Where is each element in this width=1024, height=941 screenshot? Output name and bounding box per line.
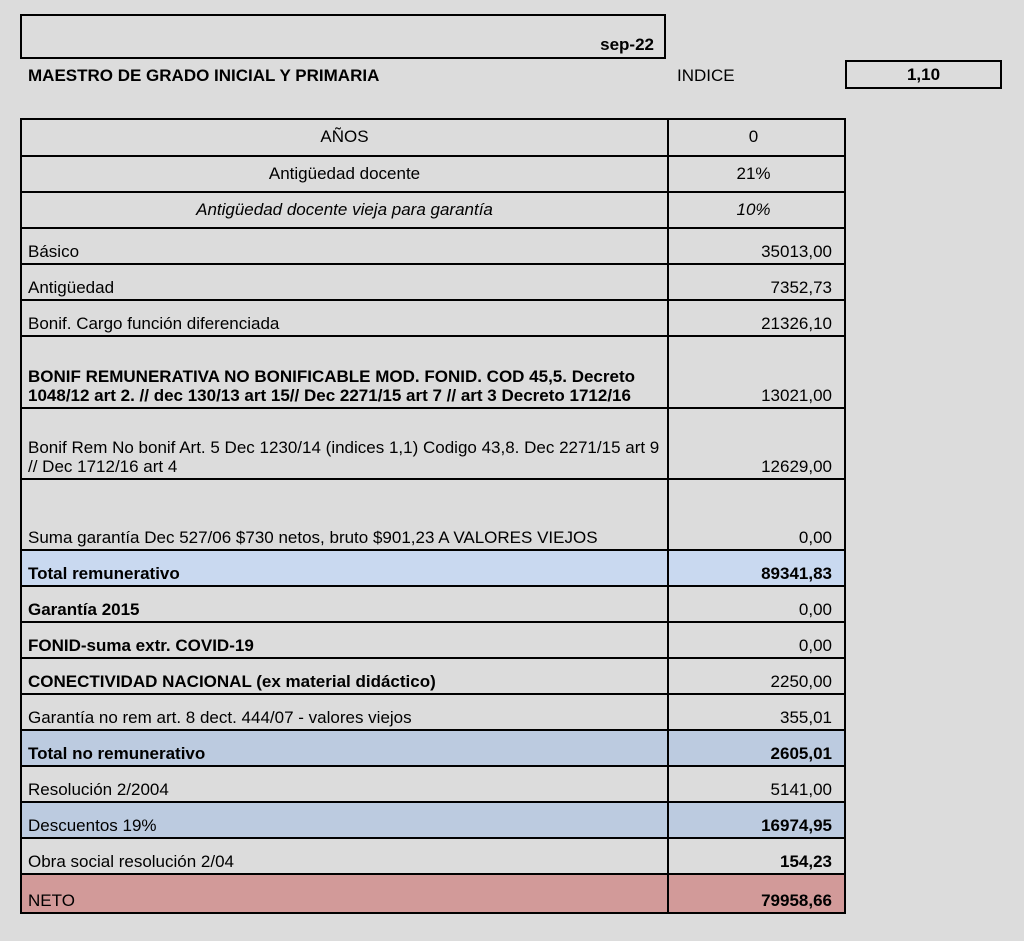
table-row-garantia-2015	[22, 587, 844, 623]
row-label: FONID-suma extr. COVID-19	[22, 623, 669, 657]
table-row-suma-garantia	[22, 480, 844, 551]
table-row-basico	[22, 229, 844, 265]
row-value[interactable]: 0,00	[798, 600, 832, 619]
indice-label: INDICE	[677, 66, 735, 85]
row-value[interactable]: 89341,83	[761, 564, 832, 583]
table-row-resolucion	[22, 767, 844, 803]
table-row-total-remunerativo	[22, 551, 844, 587]
row-label: CONECTIVIDAD NACIONAL (ex material didáctico)	[22, 659, 669, 693]
row-value[interactable]: 355,01	[780, 708, 832, 727]
row-label: Descuentos 19%	[22, 803, 669, 837]
table-row-antiguedad-docente	[22, 157, 844, 193]
table-row-total-no-remunerativo	[22, 731, 844, 767]
row-label: BONIF REMUNERATIVA NO BONIFICABLE MOD. FONID. COD 45,5. Decreto 1048/12 art 2. // dec 130/13 art 15// Dec 2271/15 art 7 // art 3 Decreto 1712/16	[22, 337, 669, 407]
row-value[interactable]: 2250,00	[770, 672, 832, 691]
row-label: Garantía 2015	[22, 587, 669, 621]
row-label: Obra social resolución 2/04	[22, 839, 669, 873]
row-label: Antigüedad docente vieja para garantía	[22, 193, 669, 227]
table-row-fonid-covid	[22, 623, 844, 659]
row-value[interactable]: 0	[748, 127, 759, 146]
row-label: Total no remunerativo	[22, 731, 669, 765]
row-value[interactable]: 0,00	[798, 528, 832, 547]
table-row-bonif-remunerativa	[22, 337, 844, 409]
row-label: Bonif Rem No bonif Art. 5 Dec 1230/14 (indices 1,1) Codigo 43,8. Dec 2271/15 art 9 // Dec 1712/16 art 4	[22, 409, 669, 478]
row-value[interactable]: 16974,95	[761, 816, 832, 835]
row-value[interactable]: 79958,66	[761, 891, 832, 910]
row-value[interactable]: 154,23	[780, 852, 832, 871]
row-label: AÑOS	[22, 120, 669, 155]
row-value[interactable]: 35013,00	[761, 242, 832, 261]
table-row-bonif-cargo	[22, 301, 844, 337]
page-title: MAESTRO DE GRADO INICIAL Y PRIMARIA	[28, 66, 380, 85]
row-value[interactable]: 7352,73	[770, 278, 832, 297]
row-value[interactable]: 21326,10	[761, 314, 832, 333]
table-row-neto	[22, 875, 844, 912]
table-row-conectividad	[22, 659, 844, 695]
row-value[interactable]: 2605,01	[770, 744, 832, 763]
row-label: Garantía no rem art. 8 dect. 444/07 - valores viejos	[22, 695, 669, 729]
row-label: Bonif. Cargo función diferenciada	[22, 301, 669, 335]
row-value[interactable]: 5141,00	[770, 780, 832, 799]
row-value[interactable]: 21%	[736, 163, 771, 183]
table-row-antiguedad	[22, 265, 844, 301]
salary-table	[20, 118, 846, 914]
table-row-bonif-rem-no-bonif	[22, 409, 844, 480]
row-label: Básico	[22, 229, 669, 263]
row-value[interactable]: 0,00	[798, 636, 832, 655]
row-value[interactable]: 10%	[736, 199, 771, 219]
table-row-garantia-no-rem	[22, 695, 844, 731]
row-label: Suma garantía Dec 527/06 $730 netos, bruto $901,23 A VALORES VIEJOS	[22, 480, 669, 549]
table-row-antiguedad-vieja	[22, 193, 844, 229]
row-label: Antigüedad docente	[22, 157, 669, 191]
table-row-descuentos	[22, 803, 844, 839]
row-label: Total remunerativo	[22, 551, 669, 585]
table-row-obra-social	[22, 839, 844, 875]
row-value[interactable]: 12629,00	[761, 457, 832, 476]
header-box	[20, 14, 666, 59]
table-row-anos	[22, 120, 844, 157]
period-date: sep-22	[600, 35, 654, 54]
row-label: NETO	[22, 875, 669, 912]
indice-value[interactable]: 1,10	[845, 60, 1002, 89]
row-label: Resolución 2/2004	[22, 767, 669, 801]
row-label: Antigüedad	[22, 265, 669, 299]
row-value[interactable]: 13021,00	[761, 386, 832, 405]
